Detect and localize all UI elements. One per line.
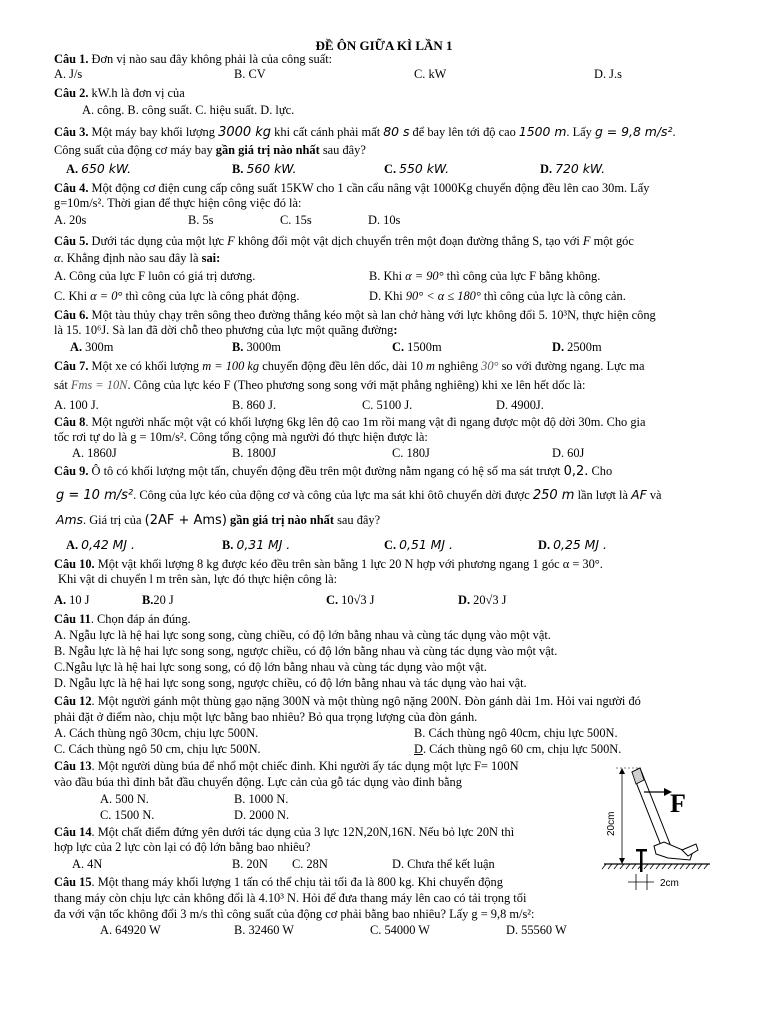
nail-head	[636, 849, 647, 852]
q9-option-b: B. 0,31 MJ .	[222, 537, 291, 552]
q6-stem-line2: là 15. 10⁶J. Sà lan đã dời chỗ theo phương của lực một quãng đường:	[54, 323, 398, 337]
q7-option-a: A. 100 J.	[54, 398, 99, 412]
q1-option-c: C. kW	[414, 67, 447, 81]
page-title: ĐỀ ÔN GIỮA KÌ LẦN 1	[315, 38, 453, 53]
q1-option-a: A. J/s	[54, 67, 83, 81]
q12-stem-line1: Câu 12. Một người gánh một thùng gạo nặng 300N và một thùng ngô nặng 200N. Đòn gánh dài 1m. Hỏi vai người đó	[54, 694, 641, 708]
q2-options: A. công. B. công suất. C. hiệu suất. D. lực.	[82, 103, 295, 117]
q5-option-b: B. Khi α = 90° thì công của lực F bằng không.	[369, 269, 601, 283]
q15-stem-line3: đa với vận tốc không đổi 3 m/s thì công suất của động cơ phải bằng bao nhiêu? Lấy g = 9,8 m/s²:	[54, 907, 535, 921]
q9-stem-line2: g = 10 m/s². Công của lực kéo của động cơ và công của lực ma sát khi ôtô chuyển dời được 250 m lần lượt là AF và	[56, 487, 662, 503]
q7-option-c: C. 5100 J.	[362, 398, 413, 412]
q5-stem-line1: Câu 5. Dưới tác dụng của một lực F không đổi một vật dịch chuyển trên một đoạn đường thẳng S, tạo với F một góc	[54, 234, 634, 248]
q1-option-b: B. CV	[234, 67, 266, 81]
q6-option-c: C. 1500m	[392, 340, 442, 354]
q5-option-d: D. Khi 90° < α ≤ 180° thì công của lực là công cản.	[369, 289, 626, 303]
q15-stem-line2: thang máy còn chịu lực cản không đổi là 4.10³ N. Hỏi để đưa thang máy lên cao có tải trọng tối	[54, 891, 527, 905]
q10-stem-line1: Câu 10. Một vật khối lượng 8 kg được kéo đều trên sàn bằng 1 lực 20 N hợp với phương ngang 1 góc α = 30°.	[54, 557, 603, 571]
q11-option-c: C.Ngẫu lực là hệ hai lực song song, có độ lớn bằng nhau và cùng tác dụng vào một vật.	[54, 660, 487, 674]
q4-option-c: C. 15s	[280, 213, 312, 227]
q4-option-a: A. 20s	[54, 213, 87, 227]
q14-option-b: B. 20N	[232, 857, 268, 871]
width-label: 2cm	[660, 878, 679, 889]
q8-option-a: A. 1860J	[72, 446, 117, 460]
q10-option-c: C. 10√3 J	[326, 593, 375, 607]
q3-option-b: B. 560 kW.	[232, 161, 297, 176]
q6-option-b: B. 3000m	[232, 340, 281, 354]
q1-option-d: D. J.s	[594, 67, 622, 81]
height-label: 20cm	[606, 811, 617, 836]
q4-option-b: B. 5s	[188, 213, 214, 227]
hammer-nail-figure	[598, 758, 718, 898]
q4-option-d: D. 10s	[368, 213, 401, 227]
q15-option-d: D. 55560 W	[506, 923, 567, 937]
q11-option-d: D. Ngẫu lực là hệ hai lực song song, ngược chiều, có độ lớn bằng nhau và tác dụng vào hai vật.	[54, 676, 527, 690]
q4-stem-line2: g=10m/s². Thời gian để thực hiện công việc đó là:	[54, 196, 302, 210]
nail	[640, 850, 643, 872]
q9-stem-line1: Câu 9. Ô tô có khối lượng một tấn, chuyển động đều trên một đường nằm ngang có hệ số ma sát trượt 0,2. Cho	[54, 464, 613, 479]
q4-stem-line1: Câu 4. Một động cơ điện cung cấp công suất 15KW cho 1 cần cẩu nâng vật 1000Kg chuyển động đều lên cao 30m. Lấy	[54, 181, 650, 195]
q13-stem-line2: vào đầu búa thì đinh bắt đầu chuyển động. Lực cản của gỗ tác dụng vào đinh bằng	[54, 775, 462, 789]
q6-stem-line1: Câu 6. Một tàu thủy chạy trên sông theo đường thẳng kéo một sà lan chở hàng với lực không đổi 5. 10³N, thực hiện công	[54, 308, 656, 322]
q13-option-d: D. 2000 N.	[234, 808, 290, 822]
q7-stem-line2: sát Fms = 10N. Công của lực kéo F (Theo phương song song với mặt phẳng nghiêng) khi xe lên hết dốc là:	[54, 378, 586, 392]
q14-stem-line1: Câu 14. Một chất điểm đứng yên dưới tác dụng của 3 lực 12N,20N,16N. Nếu bỏ lực 20N thì	[54, 825, 515, 839]
hammer-diagram	[598, 758, 718, 898]
q5-stem-line2: α. Khẳng định nào sau đây là sai:	[54, 251, 221, 265]
q10-option-a: A. 10 J	[54, 593, 90, 607]
q12-option-b: B. Cách thùng ngô 40cm, chịu lực 500N.	[414, 726, 618, 740]
q15-option-b: B. 32460 W	[234, 923, 295, 937]
q7-stem-line1: Câu 7. Một xe có khối lượng m = 100 kg chuyển động đều lên dốc, dài 10 m nghiêng 30° so với đường ngang. Lực ma	[54, 359, 645, 373]
q8-option-d: D. 60J	[552, 446, 585, 460]
q8-option-c: C. 180J	[392, 446, 430, 460]
q13-stem-line1: Câu 13. Một người dùng búa để nhổ một chiếc đinh. Khi người ấy tác dụng một lực F= 100N	[54, 759, 519, 773]
q8-option-b: B. 1800J	[232, 446, 277, 460]
height-arrow-top	[619, 768, 625, 774]
q5-option-a: A. Công của lực F luôn có giá trị dương.	[54, 269, 256, 283]
q10-option-d: D. 20√3 J	[458, 593, 507, 607]
q12-stem-line2: phải đặt ở điểm nào, chịu một lực bằng bao nhiêu? Bỏ qua trọng lượng của đòn gánh.	[54, 710, 478, 724]
q12-option-a: A. Cách thùng ngô 30cm, chịu lực 500N.	[54, 726, 259, 740]
q3-stem-line1: Câu 3. Một máy bay khối lượng 3000 kg khi cất cánh phải mất 80 s để bay lên tới độ cao 1500 m. Lấy g = 9,8 m/s².	[54, 124, 676, 140]
q14-option-c: C. 28N	[292, 857, 328, 871]
force-label: F	[670, 789, 686, 818]
height-arrow-bottom	[619, 858, 625, 864]
q14-option-d: D. Chưa thể kết luận	[392, 857, 495, 871]
q9-stem-line3: Ams. Giá trị của (2AF + Ams) gần giá trị nào nhất sau đây?	[56, 512, 381, 528]
ground-hatch	[602, 864, 708, 869]
q6-option-d: D. 2500m	[552, 340, 602, 354]
q9-option-a: A. 0,42 MJ .	[66, 537, 135, 552]
q8-stem-line1: Câu 8. Một người nhấc một vật có khối lượng 6kg lên độ cao 1m rồi mang vật đi ngang được một độ dời 30m. Cho gia	[54, 415, 646, 429]
q11-option-a: A. Ngẫu lực là hệ hai lực song song, cùng chiều, có độ lớn bằng nhau và cùng tác dụng vào một vật.	[54, 628, 551, 642]
q10-option-b: B.20 J	[142, 593, 174, 607]
q15-stem-line1: Câu 15. Một thang máy khối lượng 1 tấn có thể chịu tải tối đa là 800 kg. Khi chuyển động	[54, 875, 503, 889]
q13-option-a: A. 500 N.	[100, 792, 149, 806]
q9-option-c: C. 0,51 MJ .	[384, 537, 453, 552]
q5-option-c: C. Khi α = 0° thì công của lực là công phát động.	[54, 289, 300, 303]
q9-option-d: D. 0,25 MJ .	[538, 537, 607, 552]
q14-option-a: A. 4N	[72, 857, 103, 871]
q13-option-c: C. 1500 N.	[100, 808, 155, 822]
q11-option-b: B. Ngẫu lực là hệ hai lực song song, ngược chiều, có độ lớn bằng nhau và cùng tác dụng vào một vật.	[54, 644, 558, 658]
q15-option-a: A. 64920 W	[100, 923, 161, 937]
q3-option-c: C. 550 kW.	[384, 161, 450, 176]
q12-option-d: D. Cách thùng ngô 60 cm, chịu lực 500N.	[414, 742, 622, 756]
q8-stem-line2: tốc rơi tự do là g = 10m/s². Công tổng cộng mà người đó thực hiện được là:	[54, 430, 428, 444]
q13-option-b: B. 1000 N.	[234, 792, 289, 806]
q3-option-a: A. 650 kW.	[66, 161, 132, 176]
q10-stem-line2: Khi vật di chuyển l m trên sàn, lực đó thực hiện công là:	[58, 572, 338, 586]
q15-option-c: C. 54000 W	[370, 923, 431, 937]
q7-option-d: D. 4900J.	[496, 398, 544, 412]
q6-option-a: A. 300m	[70, 340, 114, 354]
q3-stem-line2: Công suất của động cơ máy bay gần giá trị nào nhất sau đây?	[54, 143, 366, 157]
q3-option-d: D. 720 kW.	[540, 161, 606, 176]
q1-stem: Câu 1. Đơn vị nào sau đây không phải là của công suất:	[54, 52, 333, 66]
q7-option-b: B. 860 J.	[232, 398, 277, 412]
q12-option-c: C. Cách thùng ngô 50 cm, chịu lực 500N.	[54, 742, 261, 756]
q11-stem: Câu 11. Chọn đáp án đúng.	[54, 612, 191, 626]
q2-stem: Câu 2. kW.h là đơn vị của	[54, 86, 185, 100]
q14-stem-line2: hợp lực của 2 lực còn lại có độ lớn bằng bao nhiêu?	[54, 840, 311, 854]
